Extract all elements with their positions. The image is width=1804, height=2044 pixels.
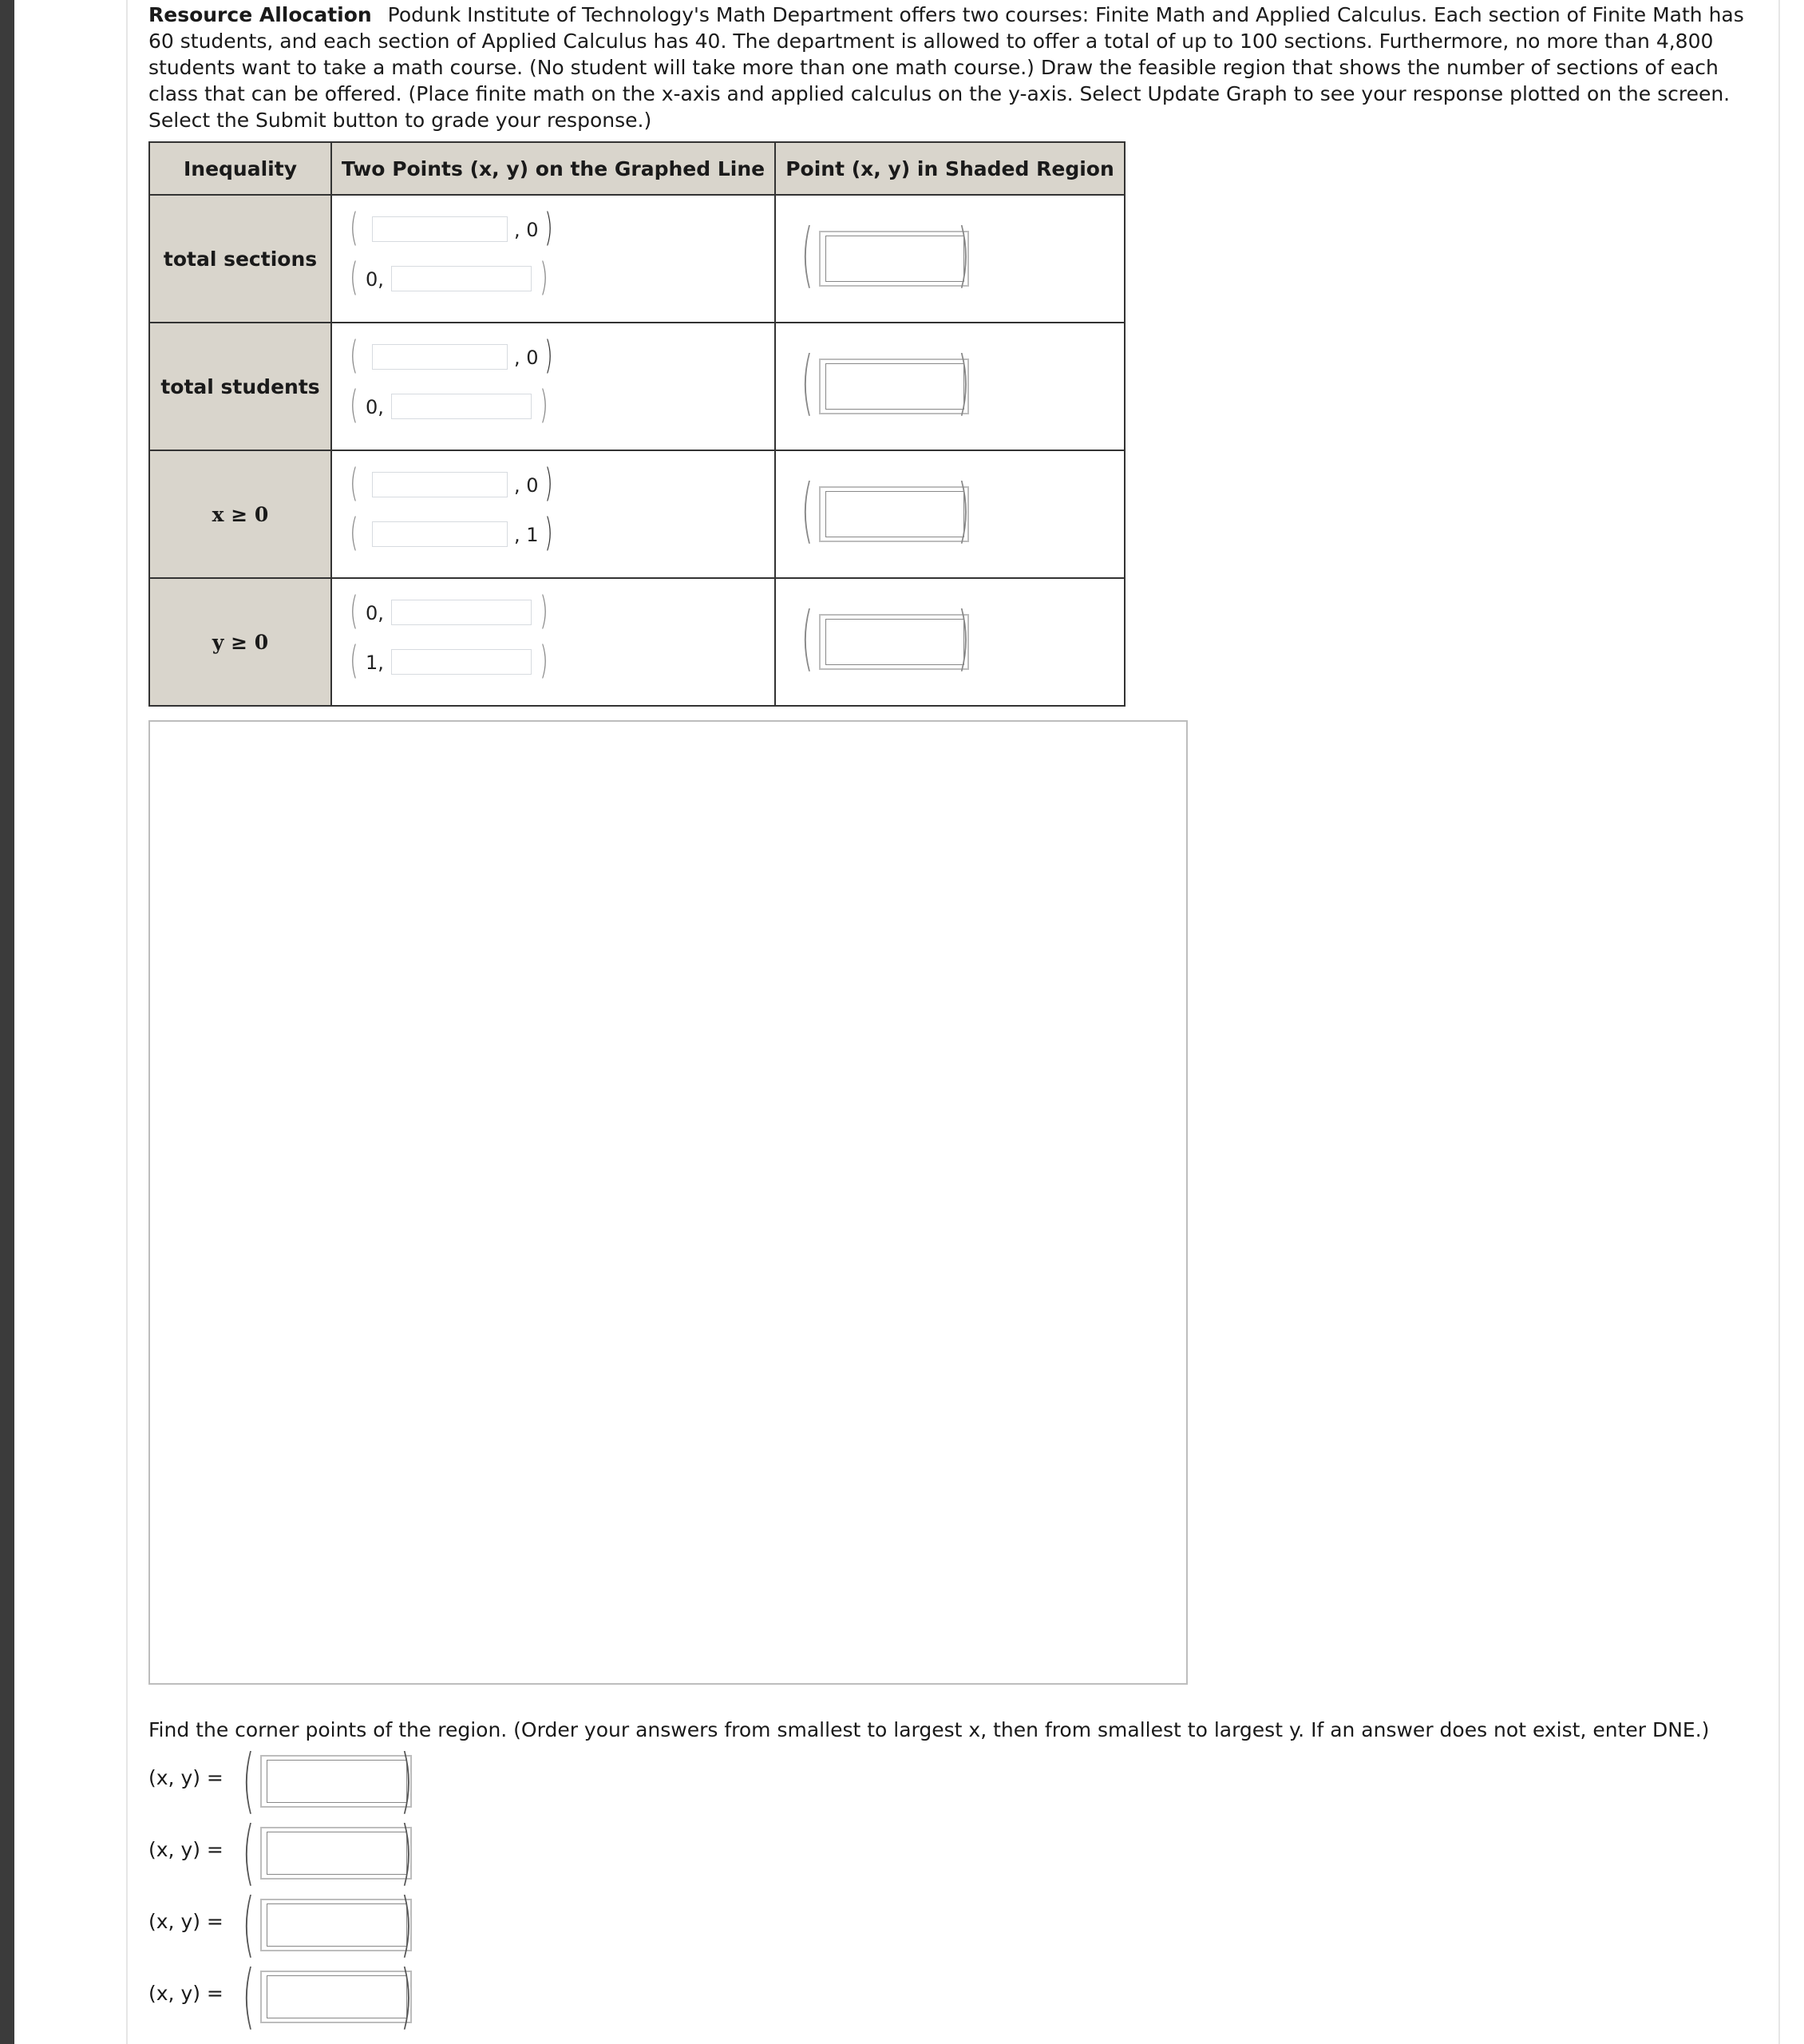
open-paren: (: [242, 1883, 255, 1965]
open-paren: (: [350, 333, 358, 378]
point2-y-input[interactable]: [391, 394, 532, 419]
close-paren: ): [400, 1883, 413, 1965]
corner-point-input[interactable]: [260, 1827, 412, 1880]
close-paren: ): [957, 596, 970, 679]
two-points-cell: [331, 578, 775, 706]
open-paren: (: [350, 461, 358, 505]
point1-x-input[interactable]: [372, 216, 508, 242]
two-points-cell: [331, 450, 775, 578]
point1-y-fixed: , 0: [514, 219, 539, 241]
table-header-row: [149, 142, 1125, 195]
point1-y-input[interactable]: [391, 600, 532, 625]
point1-x-input[interactable]: [372, 344, 508, 370]
shaded-point-input[interactable]: [819, 614, 969, 670]
close-paren: ): [957, 469, 970, 551]
corner-point-label: (x, y) =: [148, 1982, 224, 2005]
header-two-points: Two Points (x, y) on the Graphed Line: [331, 142, 775, 195]
point2-x-fixed: 0,: [366, 268, 384, 291]
corner-point-label: (x, y) =: [148, 1910, 224, 1933]
header-shaded-point: Point (x, y) in Shaded Region: [775, 142, 1125, 195]
table-row: [149, 195, 1125, 323]
open-paren: (: [350, 382, 358, 427]
close-paren: ): [544, 510, 553, 555]
window-left-border: [0, 0, 14, 2044]
close-paren: ): [544, 333, 553, 378]
point1-y-fixed: , 0: [514, 347, 539, 369]
close-paren: ): [400, 1811, 413, 1893]
open-paren: (: [350, 205, 358, 250]
graph-canvas[interactable]: [148, 720, 1188, 1685]
open-paren: (: [242, 1739, 255, 1821]
shaded-point-cell: [775, 323, 1125, 450]
close-paren: ): [540, 382, 548, 427]
corner-point-input[interactable]: [260, 1899, 412, 1951]
shaded-point-input[interactable]: [819, 486, 969, 542]
close-paren: ): [957, 341, 970, 423]
two-points-cell: [331, 323, 775, 450]
problem-title: Resource Allocation: [148, 3, 372, 26]
open-paren: (: [242, 1811, 255, 1893]
corner-point-label: (x, y) =: [148, 1838, 224, 1861]
table-row: [149, 578, 1125, 706]
open-paren: (: [801, 341, 813, 423]
corner-point-row: [148, 1811, 548, 1893]
corner-points-instruction: Find the corner points of the region. (Order your answers from smallest to largest x, then from smallest to largest y. If an answer does not exist, enter DNE.): [148, 1718, 1710, 1741]
corner-point-row: [148, 1955, 548, 2037]
table-row: [149, 450, 1125, 578]
open-paren: (: [350, 638, 358, 683]
content-frame-right: [1778, 0, 1780, 2044]
shaded-point-cell: [775, 195, 1125, 323]
point2-x-input[interactable]: [372, 521, 508, 547]
point2-x-fixed: 1,: [366, 652, 384, 674]
close-paren: ): [400, 1955, 413, 2037]
corner-point-row: [148, 1739, 548, 1821]
shaded-point-cell: [775, 578, 1125, 706]
row-label-x-nonnegative: x ≥ 0: [149, 450, 331, 578]
corner-point-input[interactable]: [260, 1971, 412, 2023]
inequality-table: [148, 141, 1126, 707]
close-paren: ): [540, 255, 548, 299]
close-paren: ): [544, 461, 553, 505]
open-paren: (: [242, 1955, 255, 2037]
problem-statement: [148, 2, 1745, 133]
close-paren: ): [400, 1739, 413, 1821]
problem-text: Podunk Institute of Technology's Math Department offers two courses: Finite Math and Applied Calculus. Each section of Finite Math has 60 students, and each section of Applied Calculus has 40. The department is allowed to offer a total of up to 100 sections. Furthermore, no more than 4,800 students want to take a math course. (No student will take more than one math course.) Draw the feasible region that shows the number of sections of each class that can be offered. (Place finite math on the x-axis and applied calculus on the y-axis. Select Update Graph to see your response plotted on the screen. Select the Submit button to grade your response.): [148, 3, 1744, 132]
two-points-cell: [331, 195, 775, 323]
close-paren: ): [957, 213, 970, 295]
corner-point-label: (x, y) =: [148, 1766, 224, 1789]
point2-y-input[interactable]: [391, 266, 532, 291]
open-paren: (: [801, 469, 813, 551]
open-paren: (: [801, 213, 813, 295]
corner-point-row: [148, 1883, 548, 1965]
point2-y-input[interactable]: [391, 649, 532, 675]
point1-x-fixed: 0,: [366, 602, 384, 624]
open-paren: (: [350, 255, 358, 299]
header-inequality: Inequality: [149, 142, 331, 195]
shaded-point-cell: [775, 450, 1125, 578]
row-label-total-sections: total sections: [149, 195, 331, 323]
close-paren: ): [544, 205, 553, 250]
close-paren: ): [540, 588, 548, 633]
content-frame-left: [126, 0, 128, 2044]
open-paren: (: [350, 510, 358, 555]
corner-point-input[interactable]: [260, 1755, 412, 1808]
open-paren: (: [350, 588, 358, 633]
point1-y-fixed: , 0: [514, 474, 539, 497]
row-label-total-students: total students: [149, 323, 331, 450]
shaded-point-input[interactable]: [819, 231, 969, 287]
shaded-point-input[interactable]: [819, 358, 969, 414]
point2-y-fixed: , 1: [514, 524, 539, 546]
open-paren: (: [801, 596, 813, 679]
close-paren: ): [540, 638, 548, 683]
point2-x-fixed: 0,: [366, 396, 384, 418]
point1-x-input[interactable]: [372, 472, 508, 497]
row-label-y-nonnegative: y ≥ 0: [149, 578, 331, 706]
table-row: [149, 323, 1125, 450]
